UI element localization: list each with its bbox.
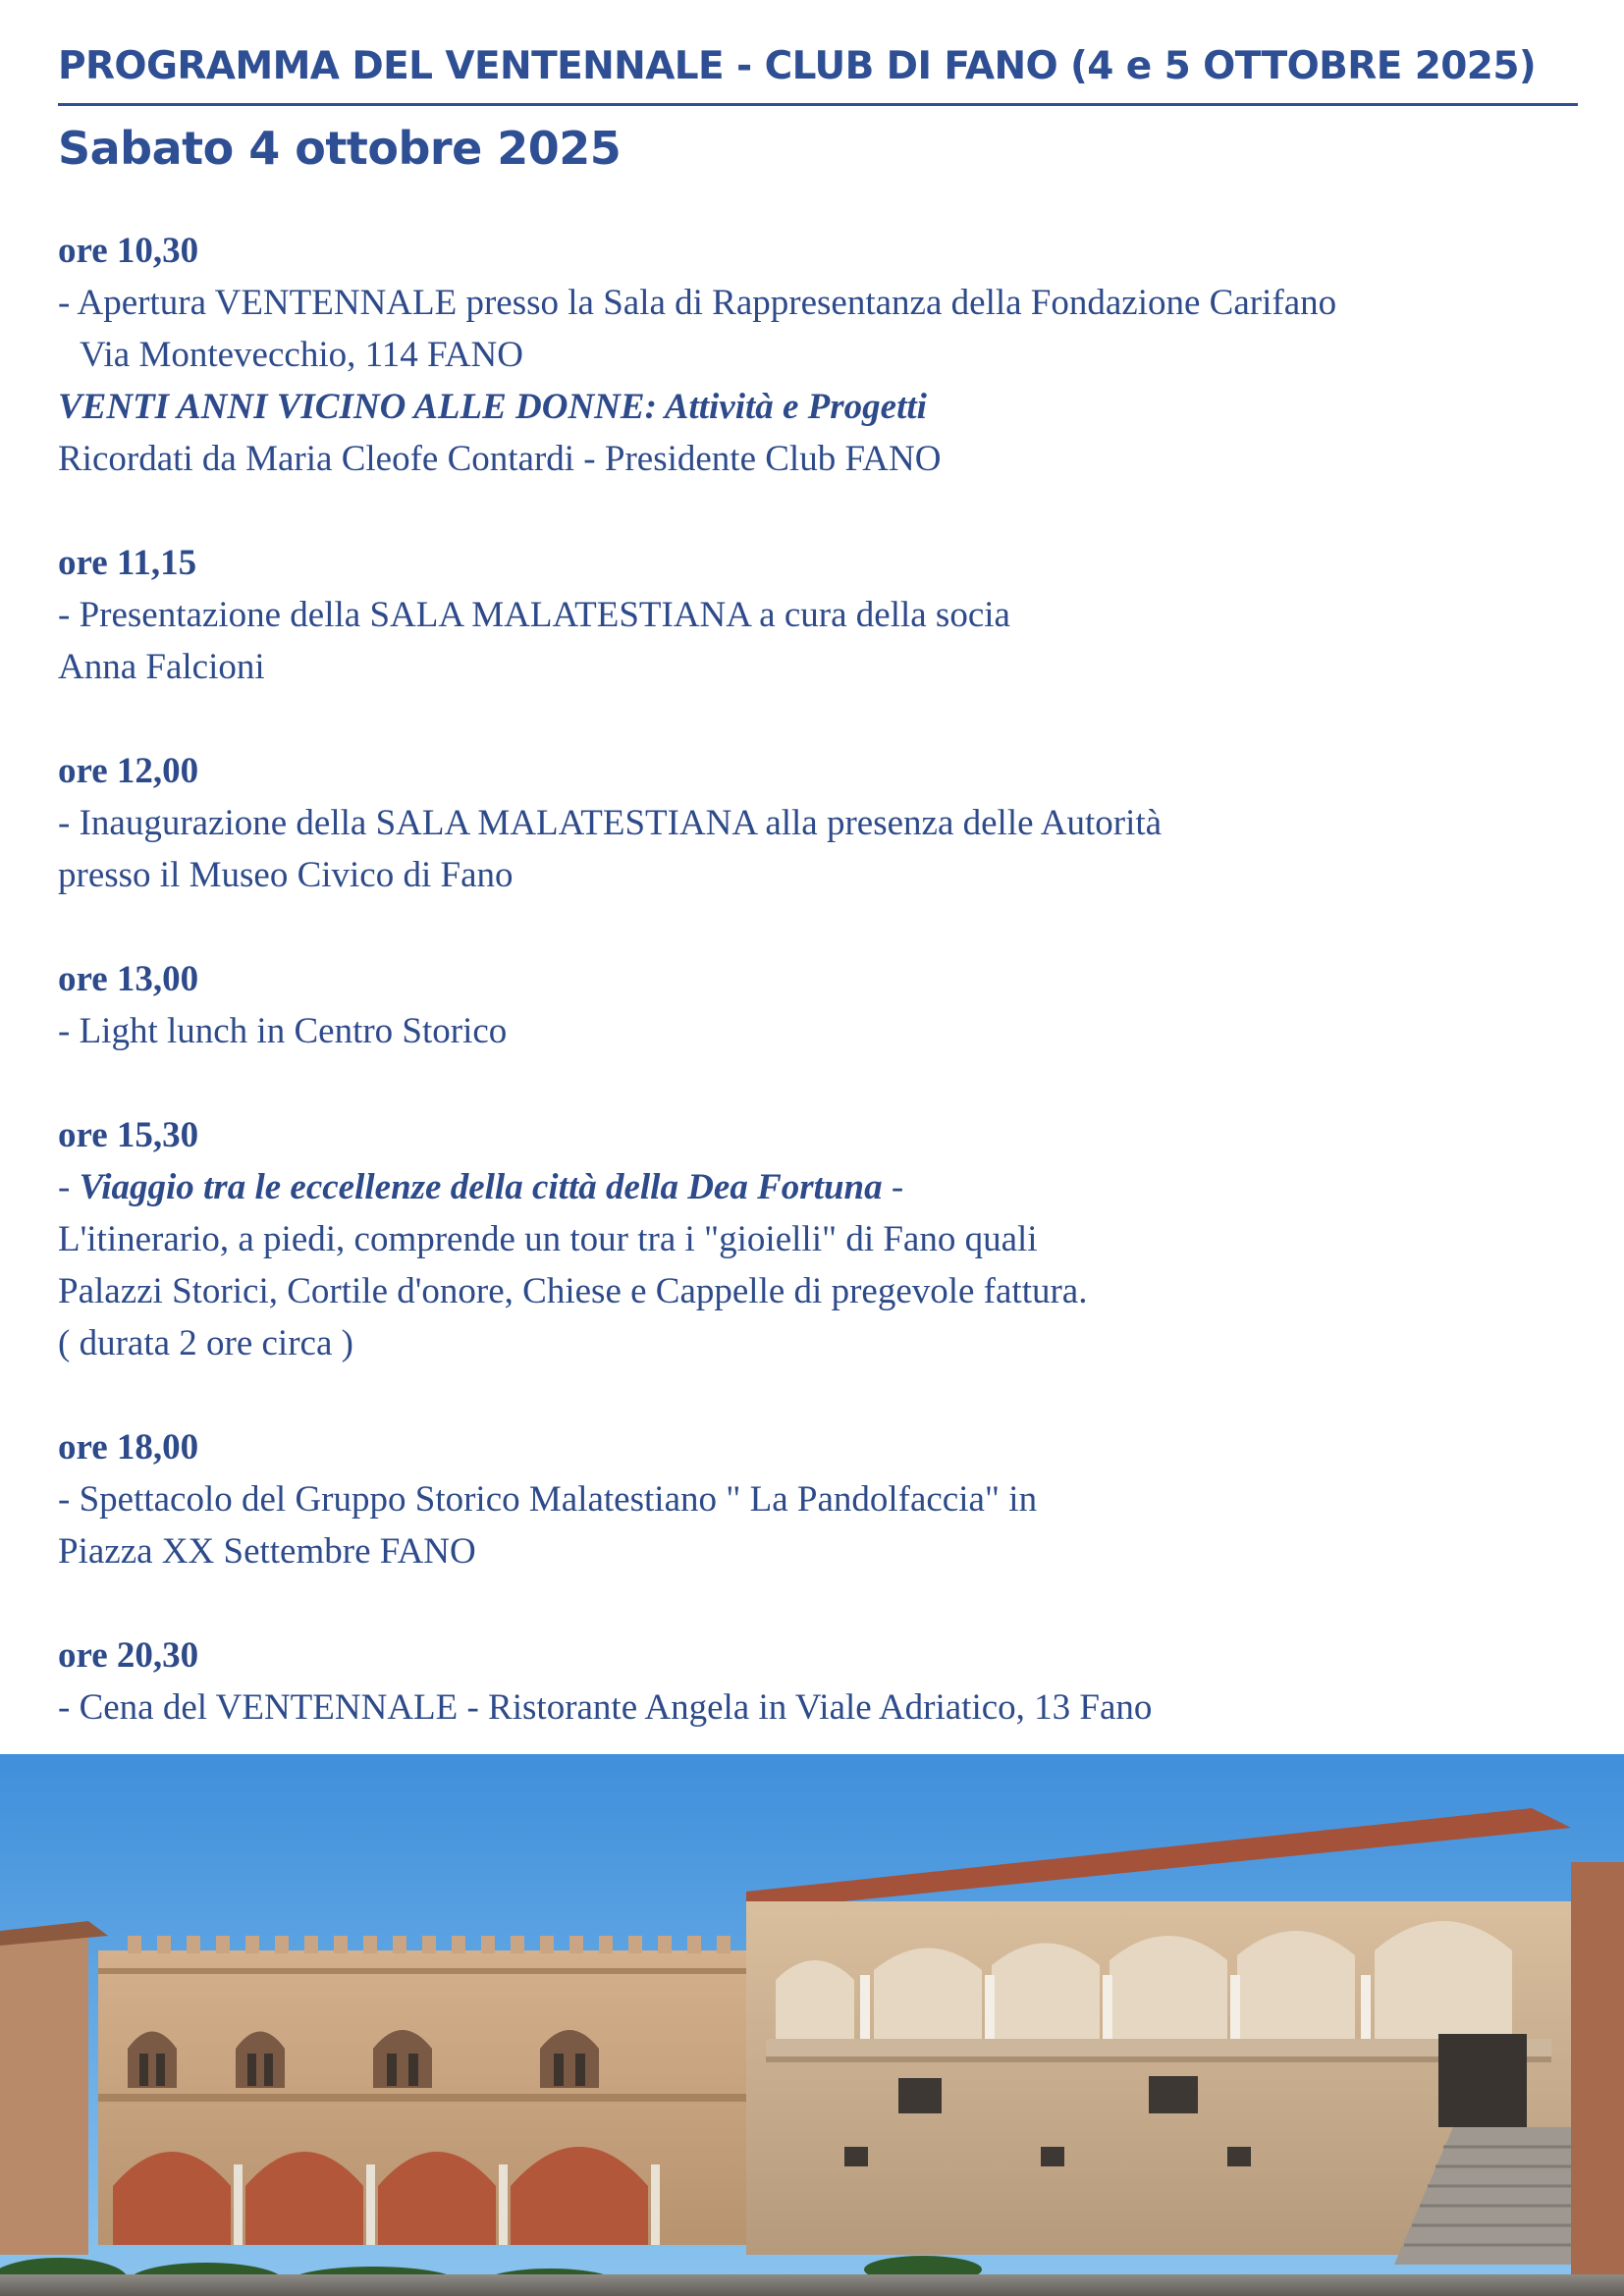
dash-prefix: - <box>58 1167 80 1207</box>
event-line: ( durata 2 ore circa ) <box>58 1323 353 1363</box>
event-line: - Apertura VENTENNALE presso la Sala di Rappresentanza della Fondazione Carifano <box>58 283 1337 323</box>
event-time: ore 10,30 <box>58 231 199 271</box>
palazzo-photo <box>0 1754 1624 2296</box>
event-line: L'itinerario, a piedi, comprende un tour tra i "gioielli" di Fano quali <box>58 1219 1038 1259</box>
event-1030 <box>58 225 1590 485</box>
event-line: - Presentazione della SALA MALATESTIANA a cura della socia <box>58 595 1010 635</box>
title-underline <box>58 103 1578 106</box>
events-list <box>58 225 1590 1786</box>
event-time: ore 20,30 <box>58 1635 199 1676</box>
event-1530 <box>58 1109 1590 1369</box>
event-line: - Cena del VENTENNALE - Ristorante Angela in Viale Adriatico, 13 Fano <box>58 1687 1153 1728</box>
event-line: Ricordati da Maria Cleofe Contardi - Presidente Club FANO <box>58 439 942 479</box>
event-time: ore 15,30 <box>58 1115 199 1155</box>
event-line: Anna Falcioni <box>58 647 265 687</box>
event-1800 <box>58 1421 1590 1577</box>
event-1115 <box>58 537 1590 693</box>
program-title: PROGRAMMA DEL VENTENNALE - CLUB DI FANO (4 e 5 OTTOBRE 2025) <box>58 44 1537 88</box>
event-line <box>58 1161 1590 1213</box>
event-line: - Light lunch in Centro Storico <box>58 1011 508 1051</box>
event-2030 <box>58 1629 1590 1734</box>
event-line: presso il Museo Civico di Fano <box>58 855 514 895</box>
dash-suffix: - <box>882 1167 904 1207</box>
event-line: - Inaugurazione della SALA MALATESTIANA alla presenza delle Autorità <box>58 803 1163 843</box>
event-line: Via Montevecchio, 114 FANO <box>80 335 523 375</box>
event-line: Piazza XX Settembre FANO <box>58 1531 476 1572</box>
event-time: ore 12,00 <box>58 751 199 791</box>
right-wall <box>1571 1862 1624 2274</box>
palazzo-illustration <box>0 1754 1624 2296</box>
event-1300 <box>58 953 1590 1057</box>
event-time: ore 18,00 <box>58 1427 199 1468</box>
event-time: ore 11,15 <box>58 543 197 583</box>
event-line: - Spettacolo del Gruppo Storico Malatestiano " La Pandolfaccia" in <box>58 1479 1038 1520</box>
palazzo-della-ragione <box>98 1936 756 2245</box>
event-1200 <box>58 745 1590 901</box>
day-title: Sabato 4 ottobre 2025 <box>58 122 622 175</box>
event-highlight: VENTI ANNI VICINO ALLE DONNE: Attività e Progetti <box>58 387 927 427</box>
event-highlight: Viaggio tra le eccellenze della città della Dea Fortuna <box>79 1167 883 1207</box>
event-line: Palazzi Storici, Cortile d'onore, Chiese e Cappelle di pregevole fattura. <box>58 1271 1088 1311</box>
left-building <box>0 1931 88 2255</box>
courtyard-ground <box>0 2274 1624 2296</box>
event-time: ore 13,00 <box>58 959 199 999</box>
